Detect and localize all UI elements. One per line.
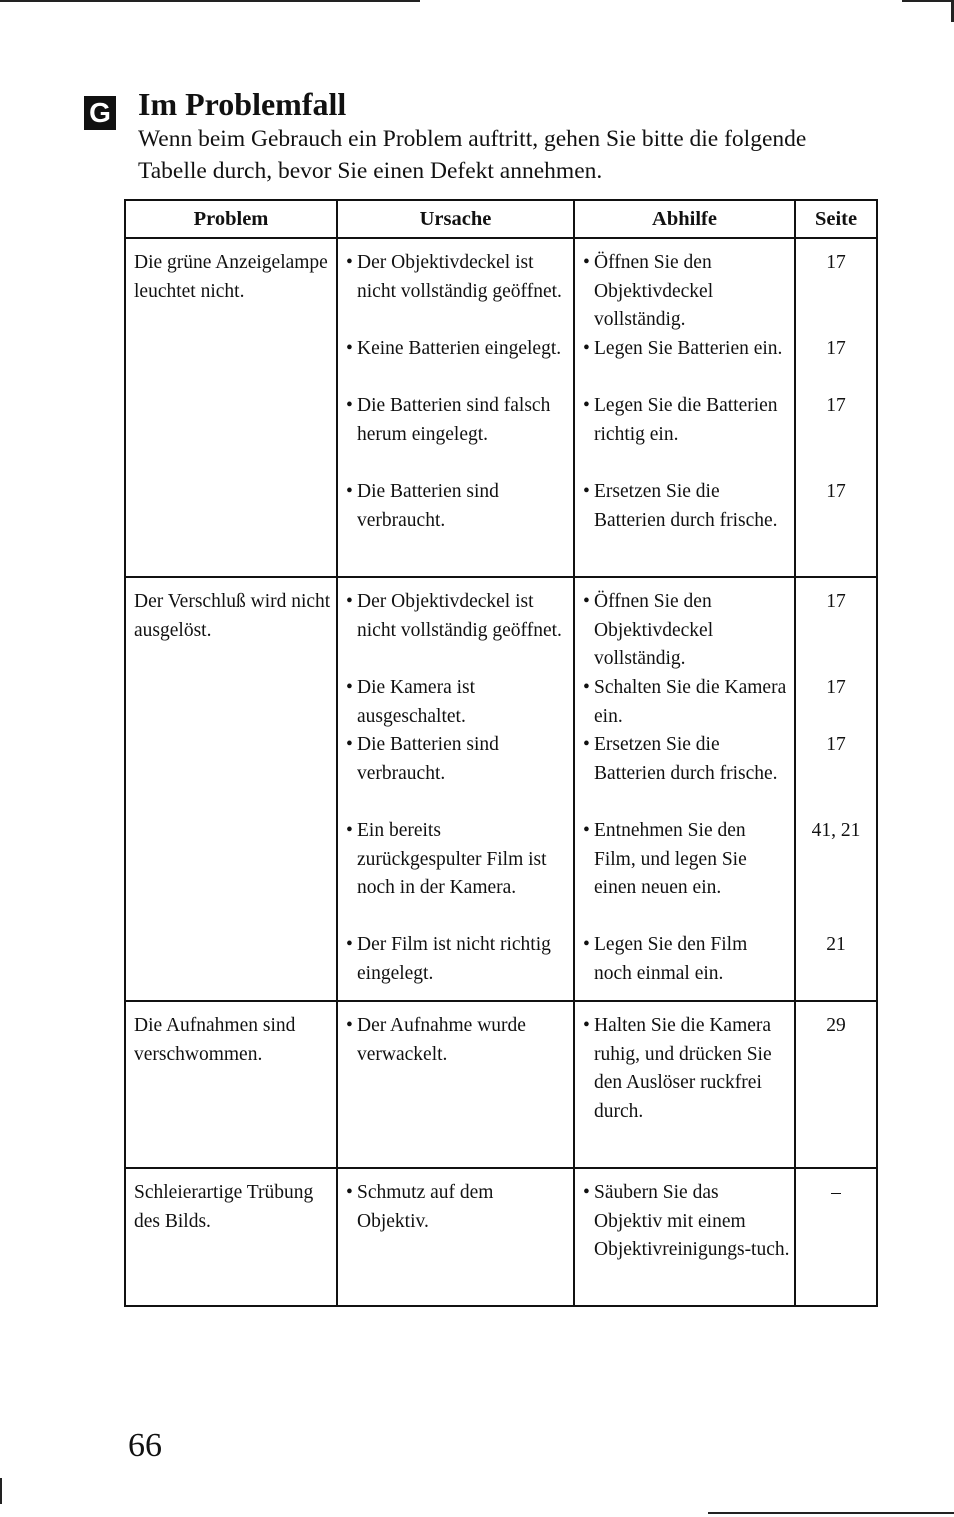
remedy-cell: • Säubern Sie das Objektiv mit einem Objektivreinigungs-tuch. [574, 1168, 795, 1306]
remedy-text: Schalten Sie die Kamera ein. [594, 677, 787, 727]
scan-edge-left [0, 1478, 2, 1504]
remedy-text: Öffnen Sie den Objektivdeckel vollständig. [594, 252, 714, 330]
remedy-text: Legen Sie Batterien ein. [594, 338, 783, 359]
table-row [125, 238, 877, 577]
table-row [125, 1001, 877, 1168]
page-ref: 17 [826, 395, 846, 416]
page-number: 66 [128, 1427, 162, 1464]
cause-text: Die Batterien sind falsch herum eingelegt. [357, 395, 551, 445]
page-ref: 29 [826, 1015, 846, 1036]
page-ref: 17 [826, 677, 846, 698]
header-problem: Problem [125, 200, 337, 238]
remedy-cell: • Halten Sie die Kamera ruhig, und drücken Sie den Auslöser ruckfrei durch. [574, 1001, 795, 1168]
page-ref: 17 [826, 338, 846, 359]
cause-text: Die Kamera ist ausgeschaltet. [357, 677, 476, 727]
problem-text: Schleierartige Trübung des Bilds. [134, 1182, 314, 1232]
remedy-text: Ersetzen Sie die Batterien durch frische. [594, 481, 778, 531]
page-cell [795, 1168, 877, 1306]
remedy-text: Ersetzen Sie die Batterien durch frische. [594, 734, 778, 784]
cause-text: Der Aufnahme wurde verwackelt. [357, 1015, 526, 1065]
table-header-row [125, 200, 877, 238]
problem-text: Der Verschluß wird nicht ausgelöst. [134, 591, 331, 641]
problem-cell [125, 1001, 337, 1168]
remedy-text: Legen Sie die Batterien richtig ein. [594, 395, 778, 445]
remedy-cell: • Öffnen Sie den Objektivdeckel vollständig. • Legen Sie Batterien ein. • Legen Sie die Batterien richtig ein. • Ersetzen Sie die Batterien durch frische. [574, 238, 795, 577]
intro-paragraph: Wenn beim Gebrauch ein Problem auftritt, gehen Sie bitte die folgende Tabelle durch, bevor Sie einen Defekt annehmen. [138, 126, 807, 184]
cause-text: Ein bereits zurückgespulter Film ist noch in der Kamera. [357, 820, 547, 898]
problem-cell [125, 577, 337, 1001]
header-cause: Ursache [337, 200, 574, 238]
remedy-text: Öffnen Sie den Objektivdeckel vollständig. [594, 591, 714, 669]
header-remedy: Abhilfe [574, 200, 795, 238]
remedy-text: Säubern Sie das Objektiv mit einem Objektivreinigungs-tuch. [594, 1182, 790, 1260]
remedy-cell: • Öffnen Sie den Objektivdeckel vollständig. • Schalten Sie die Kamera ein. • Ersetzen Sie die Batterien durch frische. • Entnehmen Sie den Film, und legen Sie einen neuen ein. • Legen Sie den Film noch einmal ein. [574, 577, 795, 1001]
section-title: Im Problemfall [138, 86, 347, 122]
table-row [125, 1168, 877, 1306]
problem-text: Die Aufnahmen sind verschwommen. [134, 1015, 296, 1065]
cause-cell: • Der Objektivdeckel ist nicht vollständig geöffnet. • Keine Batterien eingelegt. • Die Batterien sind falsch herum eingelegt. • Die Batterien sind verbraucht. [337, 238, 574, 577]
cause-text: Die Batterien sind verbraucht. [357, 481, 499, 531]
section-badge: G [84, 96, 116, 130]
cause-cell: • Schmutz auf dem Objektiv. [337, 1168, 574, 1306]
problem-cell [125, 238, 337, 577]
problem-text: Die grüne Anzeigelampe leuchtet nicht. [134, 252, 328, 302]
page-cell [795, 1001, 877, 1168]
page-ref: 17 [826, 591, 846, 612]
scan-edge-top-right [902, 0, 954, 2]
cause-text: Der Objektivdeckel ist nicht vollständig geöffnet. [357, 252, 562, 302]
page-ref: 17 [826, 734, 846, 755]
scan-edge-top-left [0, 0, 420, 2]
cause-text: Der Objektivdeckel ist nicht vollständig geöffnet. [357, 591, 562, 641]
troubleshooting-table [124, 199, 878, 1307]
remedy-text: Halten Sie die Kamera ruhig, und drücken Sie den Auslöser ruckfrei durch. [594, 1015, 772, 1122]
page-ref: 17 [826, 481, 846, 502]
cause-text: Die Batterien sind verbraucht. [357, 734, 499, 784]
page-ref: 41, 21 [811, 820, 861, 841]
problem-cell [125, 1168, 337, 1306]
page-ref: 21 [826, 934, 846, 955]
scan-edge-bottom [708, 1512, 954, 1514]
page-cell [795, 238, 877, 577]
page-ref: – [831, 1182, 841, 1203]
cause-cell: • Der Aufnahme wurde verwackelt. [337, 1001, 574, 1168]
cause-cell: • Der Objektivdeckel ist nicht vollständig geöffnet. • Die Kamera ist ausgeschaltet. • Die Batterien sind verbraucht. • Ein bereits zurückgespulter Film ist noch in der Kamera. • Der Film ist nicht richtig eingelegt. [337, 577, 574, 1001]
table-row [125, 577, 877, 1001]
header-page: Seite [795, 200, 877, 238]
remedy-text: Entnehmen Sie den Film, und legen Sie einen neuen ein. [594, 820, 747, 898]
remedy-text: Legen Sie den Film noch einmal ein. [594, 934, 748, 984]
cause-text: Keine Batterien eingelegt. [357, 338, 562, 359]
page-cell [795, 577, 877, 1001]
page-ref: 17 [826, 252, 846, 273]
cause-text: Schmutz auf dem Objektiv. [357, 1182, 494, 1232]
cause-text: Der Film ist nicht richtig eingelegt. [357, 934, 551, 984]
